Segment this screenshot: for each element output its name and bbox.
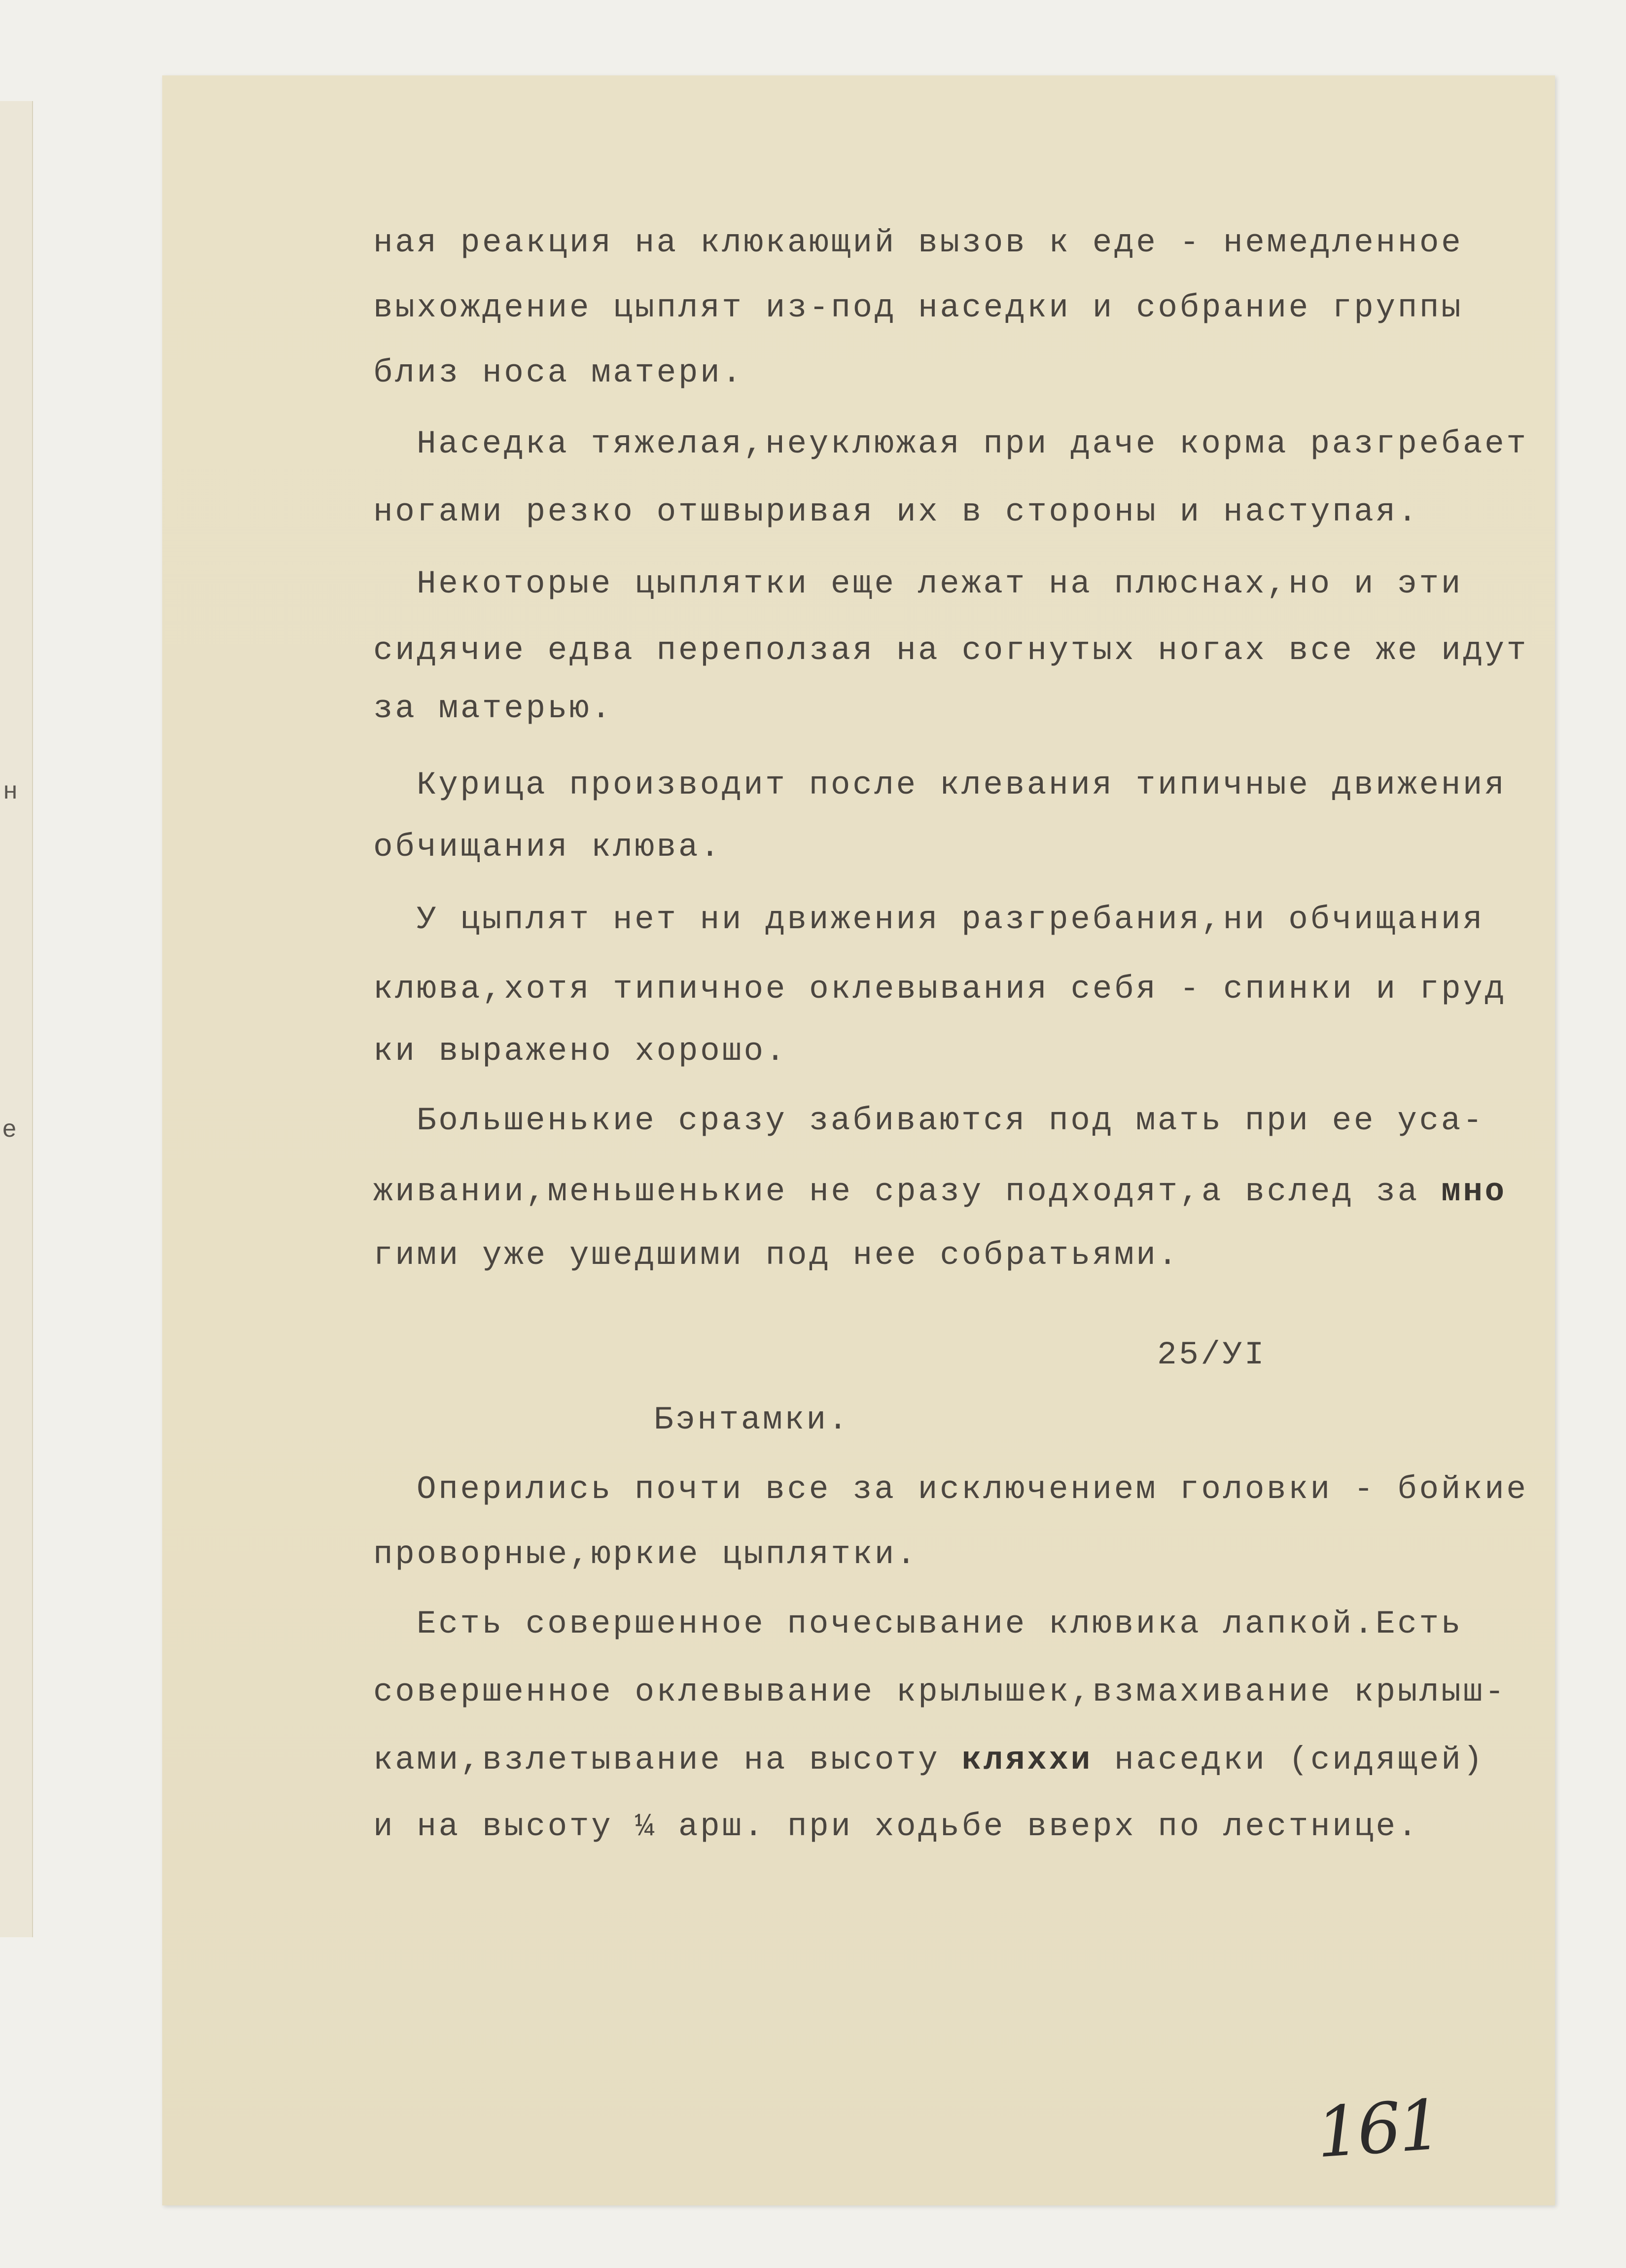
section-heading: Бэнтамки. [654,1401,850,1438]
text-line: ки выражено хорошо. [373,1033,787,1070]
text-line: Большенькие сразу забиваются под мать при ее уса- [417,1102,1485,1139]
text-line: Оперились почти все за исключением головки - бойкие [417,1471,1528,1508]
text-line: совершенное оклевывание крылышек,взмахивание крылыш- [373,1674,1507,1710]
text-line: обчищания клюва. [373,829,722,866]
text-line: проворные,юркие цыплятки. [373,1536,919,1573]
text-line: выхождение цыплят из-под наседки и собрание группы [373,289,1463,326]
adjacent-page-fragment: н [3,778,18,806]
text-line: Некоторые цыплятки еще лежат на плюснах,но и эти [417,565,1463,602]
adjacent-page-fragment: е [2,1117,17,1145]
text-line: и на высоту ¼ арш. при ходьбе вверх по лестнице. [373,1808,1419,1845]
text-line: У цыплят нет ни движения разгребания,ни обчищания [417,901,1485,938]
text-line: сидячие едва переползая на согнутых ногах все же идут [373,632,1528,669]
text-line: ногами резко отшвыривая их в стороны и наступая. [373,493,1419,530]
entry-date: 25/УI [1157,1336,1267,1373]
text-line: клюва,хотя типичное оклевывания себя - спинки и груд [373,971,1507,1008]
text-line: Есть совершенное почесывание клювика лапкой.Есть [417,1605,1463,1642]
text-line: близ носа матери. [373,354,744,391]
text-line: Наседка тяжелая,неуклюжая при даче корма разгребает [417,425,1528,462]
overtyped-text: кляххи [961,1742,1093,1779]
text-segment: живании,меньшенькие не сразу подходят,а вслед за [373,1173,1442,1210]
text-line: гими уже ушедшими под нее собратьями. [373,1237,1180,1274]
text-line [373,1172,1507,1212]
text-segment: ками,взлетывание на высоту [373,1742,962,1779]
handwritten-page-number: 161 [1313,2085,1442,2174]
text-line [373,1741,1485,1780]
overtyped-text: мно [1441,1173,1507,1210]
text-line: Курица производит после клевания типичные движения [417,767,1507,803]
adjacent-page-edge [0,101,33,1937]
text-segment: наседки (сидящей) [1092,1742,1485,1779]
text-line: ная реакция на клюкающий вызов к еде - немедленное [373,224,1463,261]
text-line: за матерью. [373,690,613,727]
